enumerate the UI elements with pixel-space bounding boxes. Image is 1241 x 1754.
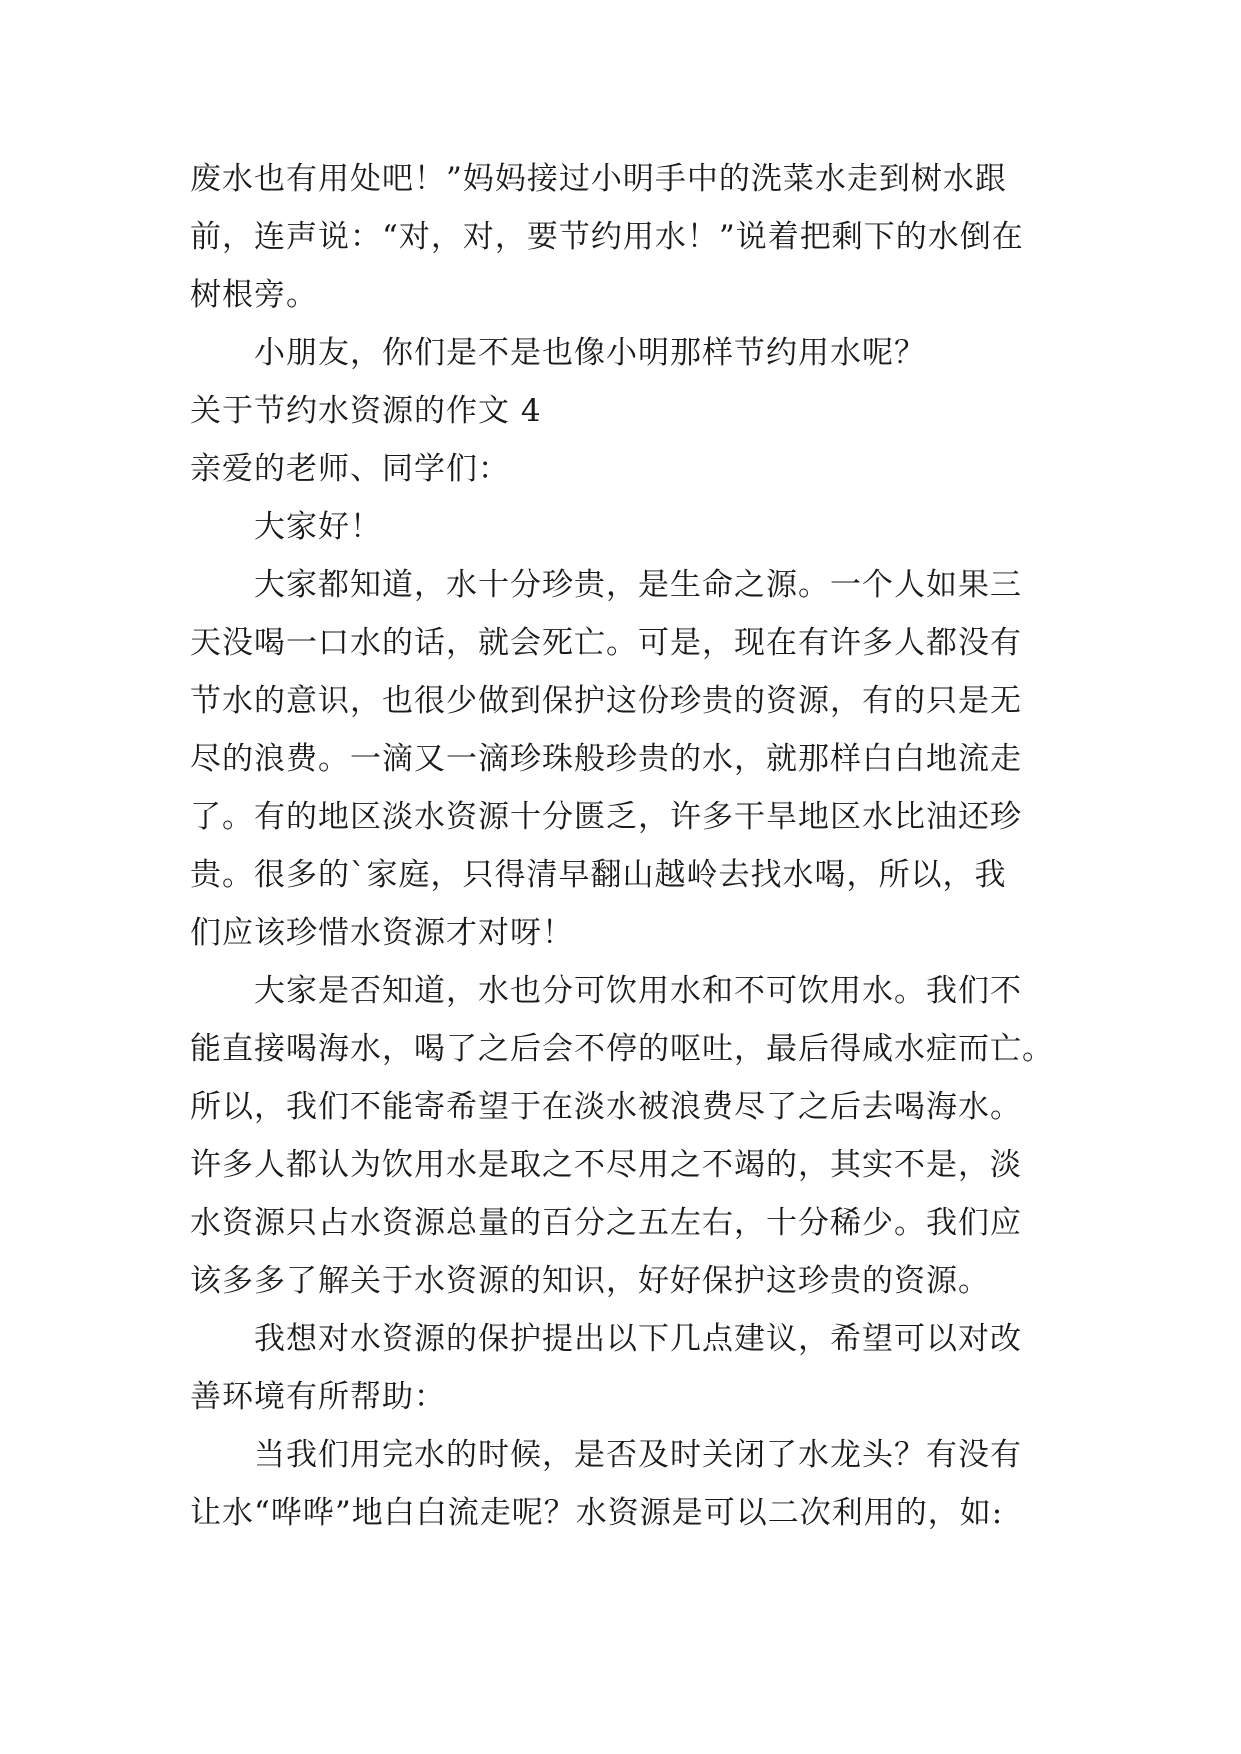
section-heading: 关于节约水资源的作文 4: [190, 393, 542, 429]
text-line: 许多人都认为饮用水是取之不尽用之不竭的，其实不是，淡: [190, 1147, 1022, 1183]
text-line: 前，连声说：“对，对，要节约用水！”说着把剩下的水倒在: [190, 219, 1024, 255]
text-line: 天没喝一口水的话，就会死亡。可是，现在有许多人都没有: [190, 625, 1022, 661]
text-line: 了。有的地区淡水资源十分匮乏，许多干旱地区水比油还珍: [190, 799, 1022, 835]
text-line: 我想对水资源的保护提出以下几点建议，希望可以对改: [254, 1321, 1022, 1357]
text-line: 能直接喝海水，喝了之后会不停的呕吐，最后得咸水症而亡。: [190, 1031, 1054, 1067]
greeting: 大家好！: [254, 509, 382, 545]
text-line: 尽的浪费。一滴又一滴珍珠般珍贵的水，就那样白白地流走: [190, 741, 1022, 777]
text-line: 所以，我们不能寄希望于在淡水被浪费尽了之后去喝海水。: [190, 1089, 1022, 1125]
text-line: 树根旁。: [190, 277, 318, 313]
text-line: 水资源只占水资源总量的百分之五左右，十分稀少。我们应: [190, 1205, 1022, 1241]
text-line: 节水的意识，也很少做到保护这份珍贵的资源，有的只是无: [190, 683, 1022, 719]
text-line: 废水也有用处吧！”妈妈接过小明手中的洗菜水走到树水跟: [190, 161, 1007, 197]
salutation: 亲爱的老师、同学们：: [190, 451, 510, 487]
text-line: 大家是否知道，水也分可饮用水和不可饮用水。我们不: [254, 973, 1022, 1009]
text-line: 贵。很多的`家庭，只得清早翻山越岭去找水喝，所以，我: [190, 857, 1007, 893]
text-line: 大家都知道，水十分珍贵，是生命之源。一个人如果三: [254, 567, 1022, 603]
text-line: 当我们用完水的时候，是否及时关闭了水龙头？有没有: [254, 1437, 1022, 1473]
text-line: 该多多了解关于水资源的知识，好好保护这珍贵的资源。: [190, 1263, 990, 1299]
text-line: 们应该珍惜水资源才对呀！: [190, 915, 574, 951]
text-line: 善环境有所帮助：: [190, 1379, 446, 1415]
text-line: 让水“哗哗”地白白流走呢？水资源是可以二次利用的，如:: [190, 1495, 1004, 1531]
document-body: [190, 150, 1060, 1542]
text-line: 小朋友，你们是不是也像小明那样节约用水呢？: [254, 335, 926, 371]
